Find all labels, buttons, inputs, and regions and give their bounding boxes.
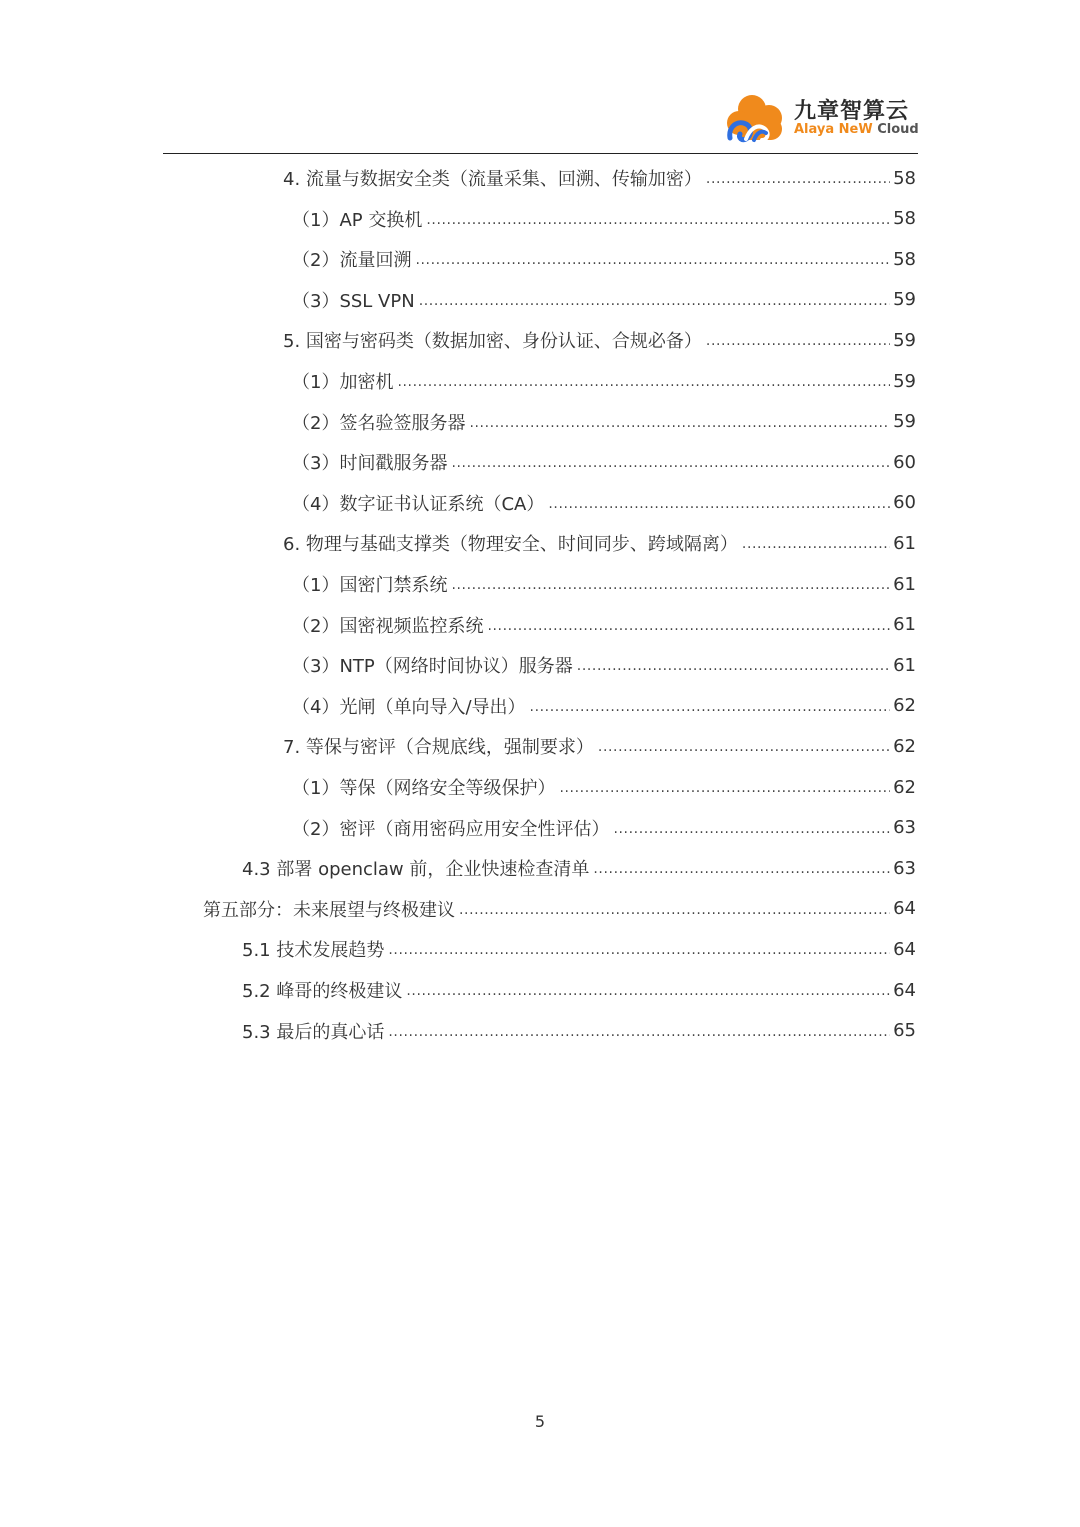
toc-entry-label: （2）密评（商用密码应用安全性评估） — [292, 818, 610, 840]
toc-entry-page-number: 61 — [893, 532, 916, 554]
toc-entry-page-number: 64 — [893, 938, 916, 960]
brand-logo — [724, 92, 919, 144]
header-divider — [163, 153, 918, 154]
toc-entry-page-number: 62 — [893, 735, 916, 757]
toc-entry-label: （1）国密门禁系统 — [292, 575, 448, 596]
dot-leader — [548, 483, 890, 523]
dot-leader — [530, 686, 891, 726]
dot-leader — [415, 239, 890, 279]
toc-entry-page-number: 58 — [893, 248, 916, 270]
toc-entry[interactable] — [292, 199, 916, 239]
toc-entry-label: 6. 物理与基础支撑类（物理安全、时间同步、跨域隔离） — [283, 534, 738, 556]
toc-entry-page-number: 63 — [893, 817, 916, 839]
brand-name-en — [794, 122, 919, 137]
toc-entry-label: 5.1 技术发展趋势 — [242, 940, 385, 962]
toc-entry[interactable] — [203, 889, 916, 929]
toc-entry[interactable] — [292, 483, 916, 523]
toc-entry-label: （4）数字证书认证系统（CA） — [292, 493, 545, 515]
dot-leader — [577, 645, 890, 685]
toc-entry-label: （2）签名验签服务器 — [292, 412, 466, 434]
toc-entry[interactable] — [283, 726, 916, 766]
toc-entry-label: 7. 等保与密评（合规底线，强制要求） — [283, 737, 594, 759]
toc-entry-page-number: 59 — [893, 370, 916, 392]
toc-entry[interactable] — [292, 767, 916, 807]
toc-entry-label: （2）国密视频监控系统 — [292, 615, 484, 637]
dot-leader — [451, 564, 890, 604]
dot-leader — [706, 320, 890, 360]
toc-entry[interactable] — [292, 564, 916, 604]
dot-leader — [706, 158, 890, 198]
toc-entry-label: （1）等保（网络安全等级保护） — [292, 778, 556, 799]
toc-entry-label: 5.2 峰哥的终极建议 — [242, 981, 403, 1002]
dot-leader — [559, 767, 890, 807]
dot-leader — [419, 280, 890, 320]
toc-entry-label: （3）NTP（网络时间协议）服务器 — [292, 656, 573, 678]
toc-entry-page-number: 61 — [893, 614, 916, 636]
toc-entry-label: （4）光闸（单向导入/导出） — [292, 696, 526, 718]
toc-entry-page-number: 64 — [893, 898, 916, 920]
toc-entry[interactable] — [242, 848, 916, 888]
toc-entry-page-number: 60 — [893, 451, 916, 473]
dot-leader — [406, 970, 890, 1010]
toc-entry[interactable] — [283, 158, 916, 198]
toc-entry-page-number: 58 — [893, 208, 916, 230]
dot-leader — [613, 808, 890, 848]
toc-entry[interactable] — [292, 239, 916, 279]
dot-leader — [469, 402, 890, 442]
toc-entry-label: （3）SSL VPN — [292, 290, 415, 312]
page-number: 5 — [534, 1412, 546, 1431]
brand-en-part-b: NeW — [838, 122, 873, 137]
toc-entry[interactable] — [292, 645, 916, 685]
dot-leader — [593, 848, 890, 888]
dot-leader — [459, 889, 890, 929]
toc-entry[interactable] — [283, 320, 916, 360]
dot-leader — [742, 523, 890, 563]
toc-entry[interactable] — [242, 1011, 916, 1051]
toc-entry-label: （2）流量回溯 — [292, 250, 412, 272]
cloud-logo-icon — [724, 92, 788, 144]
toc-entry[interactable] — [292, 402, 916, 442]
toc-entry-label: 5.3 最后的真心话 — [242, 1021, 385, 1043]
toc-entry[interactable] — [242, 929, 916, 969]
dot-leader — [397, 361, 890, 401]
dot-leader — [451, 442, 890, 482]
toc-entry-page-number: 59 — [893, 289, 916, 311]
toc-entry-page-number: 65 — [893, 1020, 916, 1042]
toc-entry[interactable] — [292, 361, 916, 401]
toc-entry-label: 第五部分：未来展望与终极建议 — [203, 899, 455, 921]
dot-leader — [598, 726, 890, 766]
dot-leader — [388, 929, 890, 969]
toc-entry-page-number: 60 — [893, 492, 916, 514]
toc-entry[interactable] — [292, 808, 916, 848]
dot-leader — [487, 605, 890, 645]
toc-entry-label: （1）加密机 — [292, 372, 394, 393]
toc-entry-page-number: 59 — [893, 411, 916, 433]
dot-leader — [426, 199, 890, 239]
toc-entry-label: 4.3 部署 openclaw 前，企业快速检查清单 — [242, 859, 590, 881]
toc-entry[interactable] — [292, 605, 916, 645]
toc-entry-page-number: 61 — [893, 654, 916, 676]
toc-entry[interactable] — [283, 523, 916, 563]
toc-entry-label: （1）AP 交换机 — [292, 209, 423, 231]
toc-entry[interactable] — [292, 442, 916, 482]
dot-leader — [388, 1011, 890, 1051]
toc-entry-label: 4. 流量与数据安全类（流量采集、回溯、传输加密） — [283, 169, 702, 190]
toc-entry-page-number: 62 — [893, 776, 916, 798]
toc-entry[interactable] — [292, 280, 916, 320]
brand-en-part-a: Alaya — [794, 122, 839, 137]
brand-en-part-c: Cloud — [872, 122, 919, 137]
toc-entry-page-number: 64 — [893, 979, 916, 1001]
toc-entry-page-number: 61 — [893, 573, 916, 595]
toc-entry-page-number: 62 — [893, 695, 916, 717]
toc-entry-page-number: 59 — [893, 329, 916, 351]
toc-entry[interactable] — [242, 970, 916, 1010]
toc-entry-page-number: 63 — [893, 857, 916, 879]
toc-entry-page-number: 58 — [893, 167, 916, 189]
toc-entry[interactable] — [292, 686, 916, 726]
toc-entry-label: （3）时间戳服务器 — [292, 453, 448, 475]
brand-name-cn: 九章智算云 — [794, 99, 910, 124]
toc-entry-label: 5. 国密与密码类（数据加密、身份认证、合规必备） — [283, 331, 702, 353]
